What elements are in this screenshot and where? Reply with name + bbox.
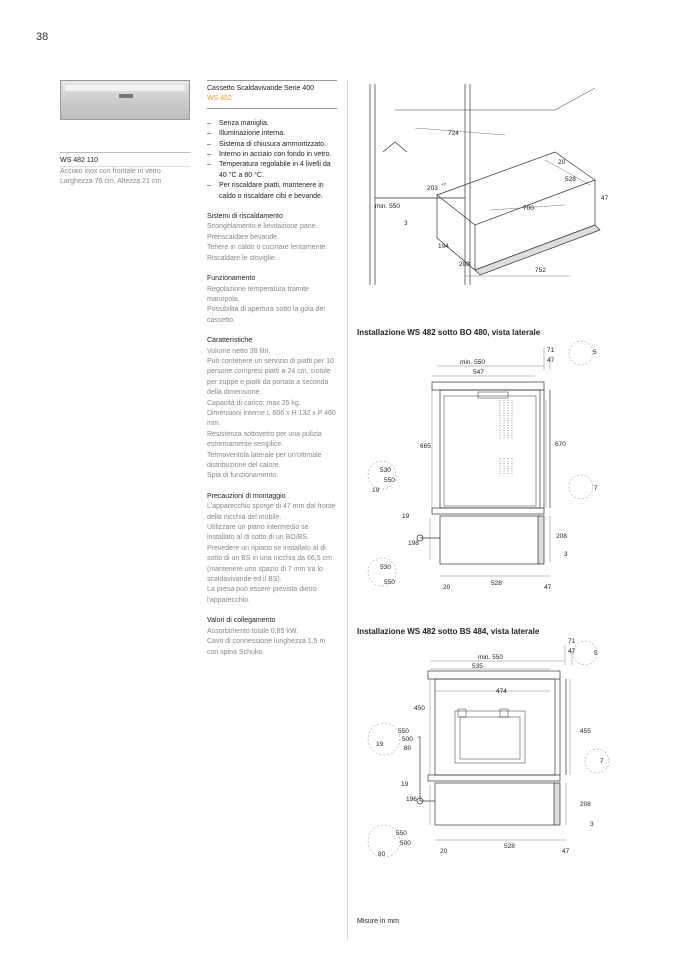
dim-label: 203 [427, 185, 438, 192]
product-desc-line: Larghezza 76 cm, Altezza 21 cm [60, 178, 162, 185]
dim-label: 455 [580, 728, 591, 735]
diagram-bo480-side [360, 340, 610, 600]
units-note: Misure in mm [357, 918, 400, 925]
dim-label: 196 [406, 796, 417, 803]
dim-label: 528 [491, 580, 502, 587]
dim-label: 20 [443, 584, 451, 591]
dim-label: 550 [396, 830, 407, 837]
dim-label: 208 [580, 801, 591, 808]
dim-label: 19 [376, 741, 384, 748]
brand-logo [119, 94, 133, 98]
dim-label: 47 [568, 648, 576, 655]
dim-label: min. 550 [478, 654, 503, 661]
dim-label: 474 [496, 688, 507, 695]
dim-label: 7 [594, 485, 598, 492]
dim-label: 550 [384, 579, 395, 586]
feature-list [207, 119, 337, 202]
product-caption [60, 152, 190, 187]
dim-label: 500 [400, 840, 411, 847]
dim-label: 670 [555, 441, 566, 448]
dim-label: 196 [408, 540, 419, 547]
product-model: WS 482 110 [60, 157, 99, 164]
dim-label: 5 [593, 349, 597, 356]
dim-label: +7 [441, 182, 447, 187]
dim-label: 20 [440, 848, 448, 855]
section-heating: Sistemi di riscaldamento Scongelamento e lievitazione pane. Preriscaldare bevande. Tenere in caldo o cucinare lentamente. Riscaldare le stoviglie. [207, 213, 328, 262]
dim-label: 528 [565, 176, 576, 183]
dim-label: 550 [398, 728, 409, 735]
dim-label: 550 [384, 477, 395, 484]
section-mounting: Precauzioni di montaggio L'apparecchio sporge di 47 mm dal fronte della nicchia del mobile. Utilizzare un piano intermedio se installato al di sotto di un BO/BS. Prevedere un ripiano se installato al di sotto di un BS in una nicchia da 66,5 cm (mantenere uno spazio di 7 mm tra lo scaldavivande ed il BS). La presa può essere prevista dietro l'apparecchio. [207, 492, 336, 604]
column-divider [347, 80, 348, 940]
dim-label: 530 [380, 467, 391, 474]
details-column [207, 80, 337, 658]
feature-item: – Illuminazione interna. [207, 130, 286, 138]
dim-label: 5 [594, 650, 598, 657]
dim-label: 19 [401, 781, 409, 788]
section-connection: Valori di collegamento Assorbimento totale 0,85 kW. Cavo di connessione lunghezza 1,5 m con spina Schuko. [207, 617, 326, 656]
dim-label: 194 [438, 243, 449, 250]
diagram3-title: Installazione WS 482 sotto BS 484, vista laterale [357, 627, 540, 636]
feature-item: – Per riscaldare piatti, mantenere in caldo o riscaldare cibi e bevande. [207, 182, 324, 200]
diagram-niche-isometric [355, 80, 615, 290]
product-desc-line: Acciaio inox con frontale in vetro [60, 168, 161, 175]
dim-label: 3 [564, 551, 568, 558]
feature-item: – Sistema di chiusura ammortizzato. [207, 140, 326, 148]
details-title: Cassetto Scaldavivande Serie 400 [207, 80, 337, 94]
dim-label: 47 [562, 848, 570, 855]
dim-label: 3 [590, 821, 594, 828]
dim-label: 71 [547, 347, 555, 354]
dim-label: 80 [404, 745, 412, 752]
dim-label: 208 [459, 261, 470, 268]
dim-label: 752 [535, 267, 546, 274]
dim-label: 547 [473, 369, 484, 376]
dim-label: 47 [544, 584, 552, 591]
section-operation: Funzionamento Regolazione temperatura tramite manopola. Possibilità di apertura sotto la gola del cassetto. [207, 275, 325, 324]
dim-label: 71 [568, 638, 576, 645]
dim-label: 450 [414, 705, 425, 712]
dim-label: 528 [504, 843, 515, 850]
page-number: 38 [36, 31, 49, 43]
dim-label: 47 [547, 357, 555, 364]
dim-label: 208 [556, 533, 567, 540]
dim-label: 530 [380, 564, 391, 571]
dim-label: 47 [601, 195, 609, 202]
section-features: Caratteristiche Volume netto 38 litri. Può contenere un servizio di piatti per 10 persone compresi piatti ø 24 cm, ciotole per zuppe e piatti da portata a seconda della dimensione. Capacità di carico: max 25 kg. Dimensioni interne L 606 x H 132 x P 460 mm. Resistenza sottovetro per una pulizia estremamente semplice. Termoventola laterale per un'ottimale distribuzione del calore. Spia di funzionamento. [207, 337, 336, 480]
dim-label: min. 550 [460, 359, 485, 366]
dim-label: 700 [523, 205, 534, 212]
feature-item: – Interno in acciaio con fondo in vetro. [207, 151, 332, 159]
dim-label: 535 [472, 663, 483, 670]
details-model: WS 482 [207, 94, 337, 108]
dim-label: 80 [378, 851, 386, 858]
dim-label: 500 [402, 736, 413, 743]
feature-item: – Senza maniglia. [207, 119, 269, 127]
feature-item: – Temperatura regolabile in 4 livelli da 40 °C a 80 °C. [207, 161, 331, 179]
dim-label: 3 [404, 220, 408, 227]
dim-label: 724 [448, 130, 459, 137]
diagram2-title: Installazione WS 482 sotto BO 480, vista laterale [357, 328, 541, 337]
dim-label: 665 [420, 443, 431, 450]
diagram-bs484-side [360, 635, 610, 865]
dim-label: 20 [558, 159, 566, 166]
dim-label: 19 [372, 487, 380, 494]
dim-label: 7 [600, 758, 604, 765]
dim-label: 19 [402, 513, 410, 520]
product-image [60, 80, 190, 120]
dim-label: min. 550 [375, 203, 400, 210]
